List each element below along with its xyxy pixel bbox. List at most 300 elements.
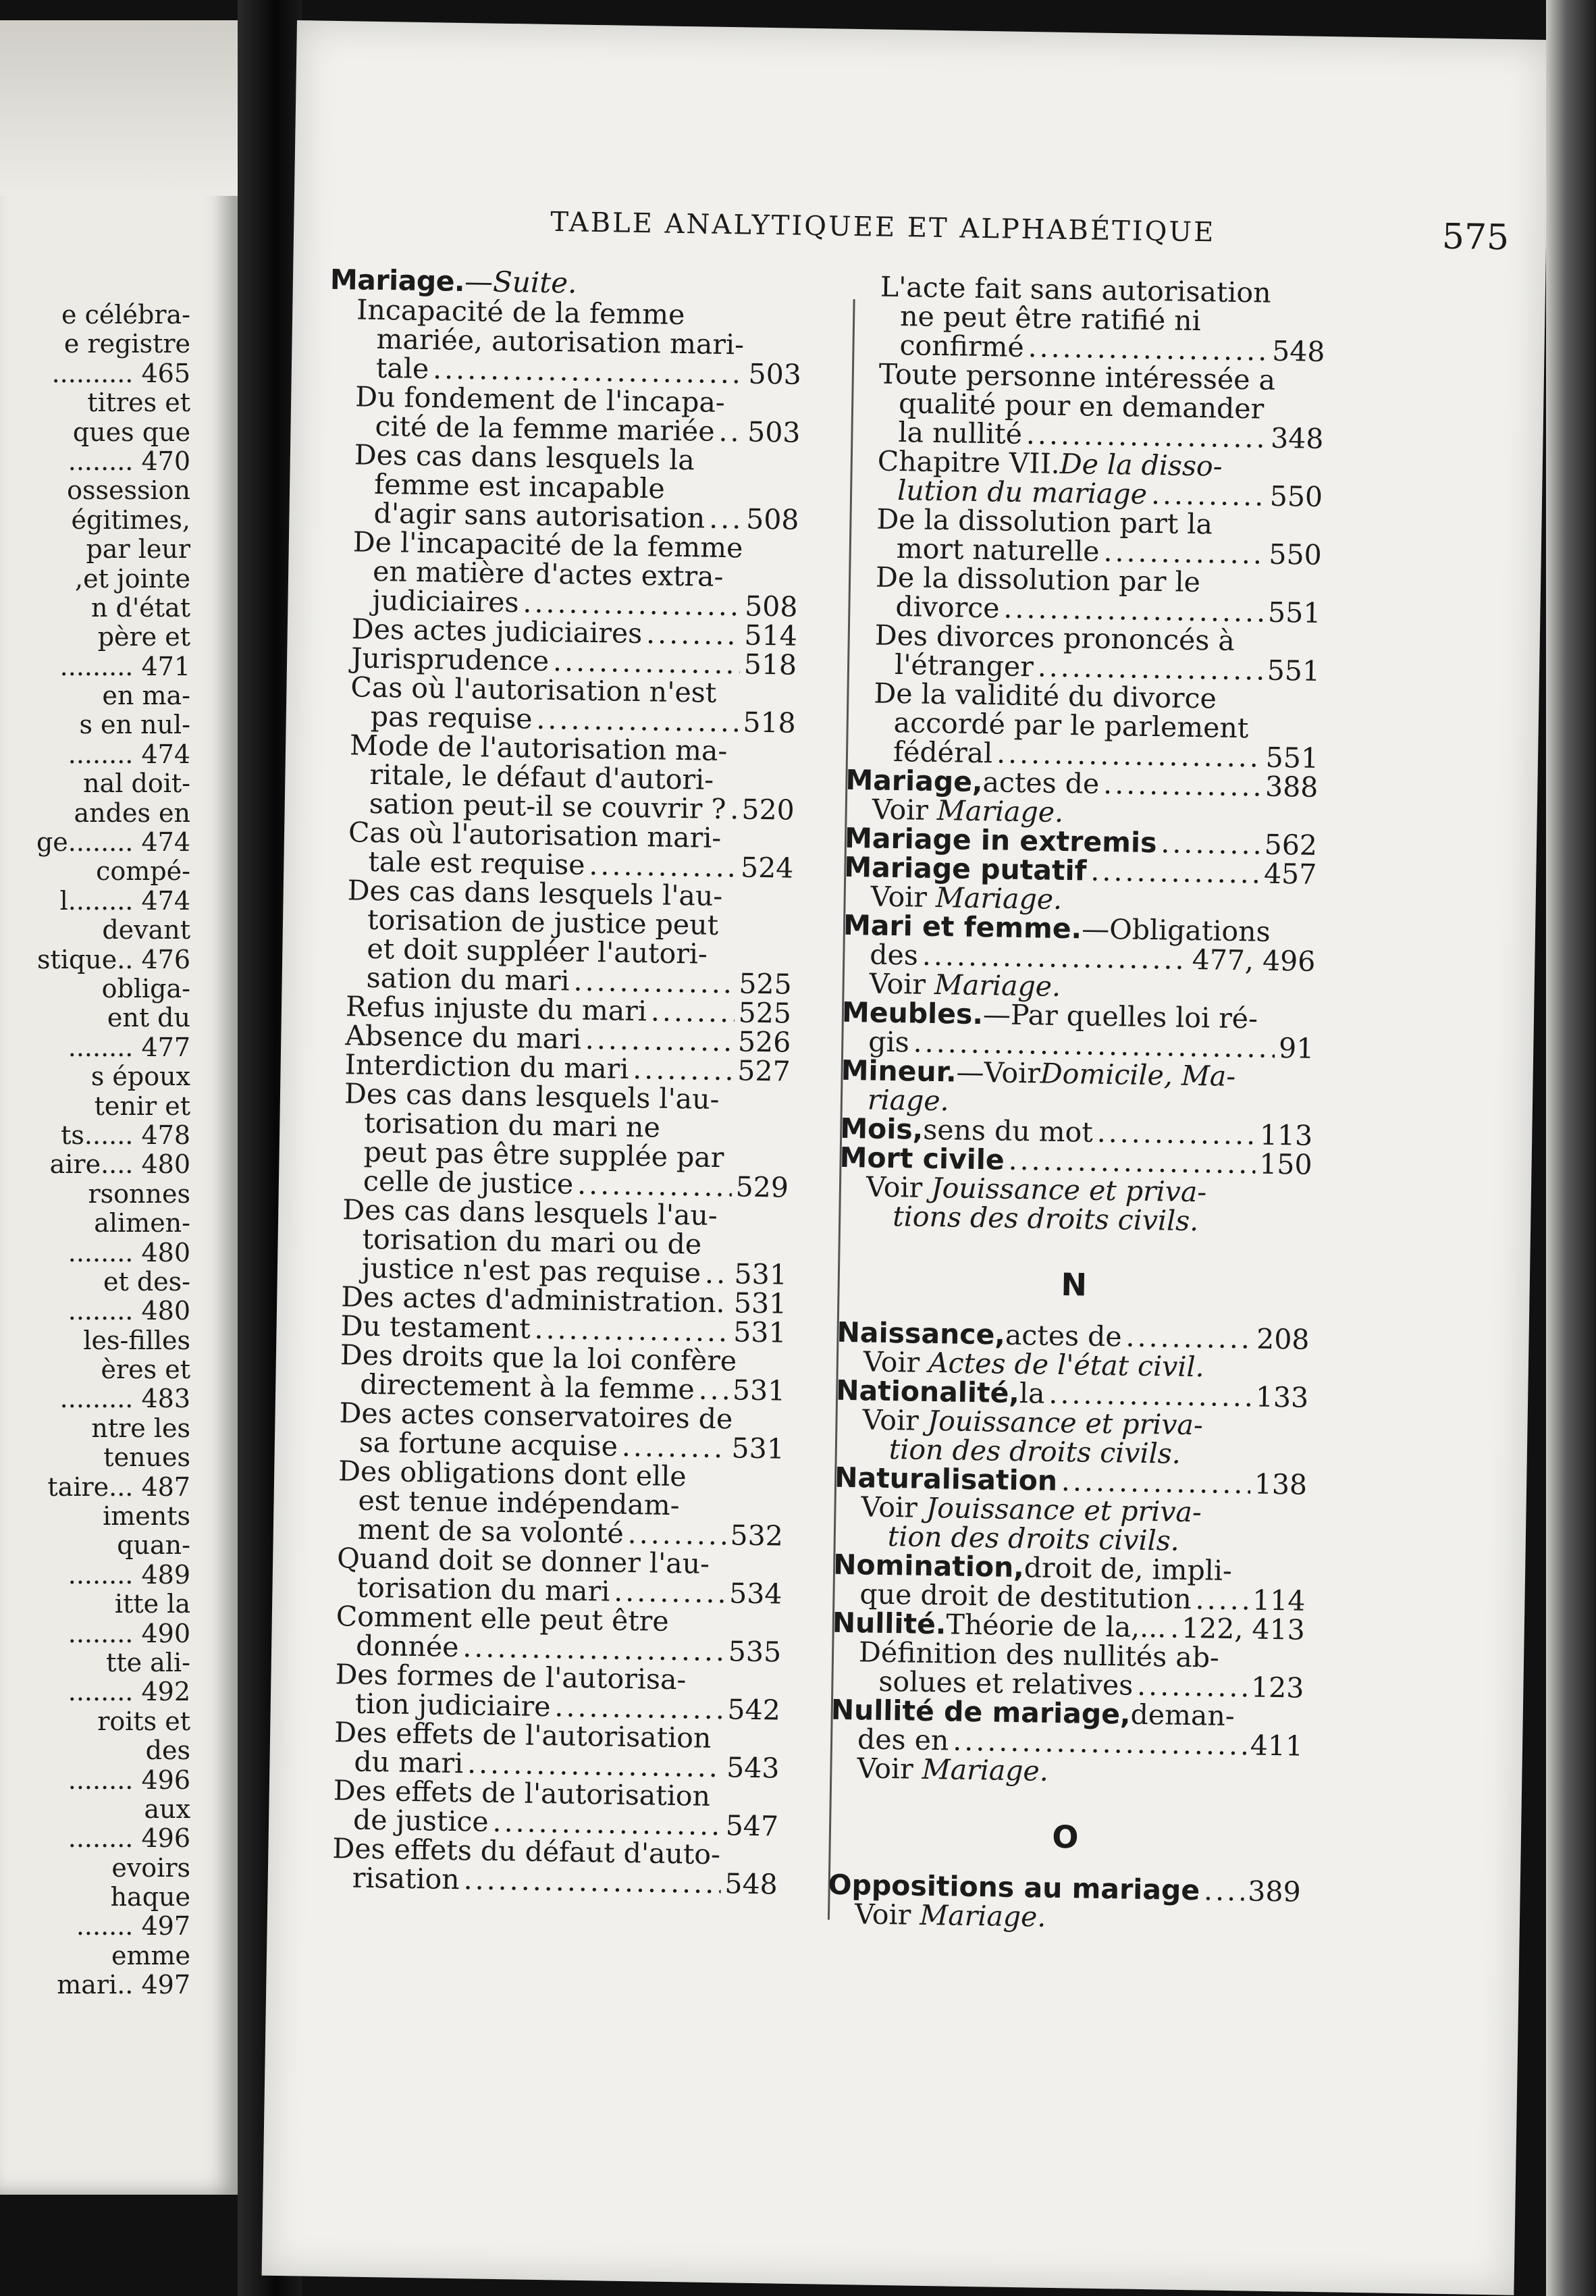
dot-leader: [1137, 1671, 1248, 1702]
page-ref: 518: [743, 706, 797, 739]
subentry: [879, 270, 1326, 368]
entry-line: torisation du mari ou de: [362, 1222, 702, 1261]
entry-text: sation du mari: [366, 961, 570, 997]
subentry: [352, 527, 799, 621]
entry-text: —Par quelles loi ré-: [982, 998, 1258, 1035]
facing-line: ........ 480: [68, 1297, 190, 1326]
entry-line: Des actes conservatoires de: [339, 1397, 733, 1436]
see-target: Jouissance et priva-: [926, 1491, 1202, 1529]
entry-line: Des divorces prononcés à: [874, 619, 1235, 657]
facing-line: ....... 497: [76, 1912, 190, 1941]
page-ref: 114: [1252, 1584, 1306, 1617]
entry-line: Des effets de l'autorisation: [334, 1716, 712, 1754]
facing-line: compé-: [96, 857, 190, 887]
page-ref: 518: [743, 648, 797, 681]
entry-term: Mois,: [839, 1112, 924, 1146]
dot-leader: [585, 1025, 735, 1056]
subentry: [342, 1195, 789, 1289]
entry-text: Absence du mari: [345, 1019, 582, 1055]
entry-line: qualité pour en demander: [898, 387, 1265, 425]
main-entries: [839, 763, 1319, 1238]
dot-leader: [463, 1865, 720, 1898]
facing-line: n d'état: [90, 593, 190, 623]
entry-term: Mariage in extremis: [844, 821, 1157, 860]
subentry: [875, 560, 1321, 629]
page-ref: 548: [724, 1867, 778, 1901]
entry-term: Naissance,: [836, 1315, 1006, 1351]
page-ref: 525: [739, 967, 793, 1001]
facing-line: ........ 490: [68, 1619, 190, 1648]
page-ref: 91: [1278, 1032, 1314, 1065]
entry-line: en matière d'actes extra-: [372, 554, 724, 594]
subentry: [340, 1340, 786, 1405]
see-target: Mariage.: [935, 881, 1063, 916]
see-target: Jouissance et priva-: [927, 1404, 1204, 1442]
torn-page-edge: [0, 20, 238, 196]
dot-leader: [1170, 1614, 1177, 1643]
entry-line: Des droits que la loi confère: [340, 1338, 737, 1378]
facing-line: ........ 470: [68, 446, 190, 476]
facing-line: ,et jointe: [75, 564, 190, 594]
page-ref: 113: [1259, 1118, 1313, 1152]
dot-leader: [709, 504, 743, 534]
entry-line: accordé par le parlement: [893, 706, 1249, 745]
facing-line: emme: [111, 1941, 190, 1971]
index-entry: [834, 1463, 1308, 1558]
entry-text: de justice: [352, 1803, 489, 1838]
dot-leader: [633, 1055, 734, 1085]
facing-line: ques que: [72, 417, 190, 447]
entry-text: tale: [375, 351, 429, 386]
subentry: [334, 1718, 780, 1783]
entry-term: Nationalité,: [835, 1374, 1020, 1410]
subentry: [333, 1776, 779, 1841]
see-target: Mariage.: [919, 1898, 1046, 1933]
facing-line: e célébra-: [61, 301, 190, 330]
entry-text: confirmé: [899, 329, 1025, 363]
entry-line: Mode de l'autorisation ma-: [349, 729, 728, 768]
subentry: [878, 357, 1325, 455]
index-entry: [828, 1868, 1302, 1936]
entry-text: des: [869, 938, 919, 972]
dot-leader: [1151, 480, 1266, 511]
page-ref: 520: [741, 793, 795, 827]
index-column-left: [304, 264, 803, 1900]
subentry: [348, 818, 794, 883]
page-ref: 531: [733, 1286, 787, 1320]
subentry: [346, 876, 793, 999]
index-entry: [841, 995, 1314, 1065]
page-ref: 542: [727, 1693, 781, 1727]
page-ref: 547: [725, 1809, 779, 1843]
see-target: tion des droits civils.: [888, 1433, 1181, 1470]
entry-text: sens du mot: [922, 1113, 1094, 1149]
page-ref: 508: [745, 502, 799, 536]
entry-line: Cas où l'autorisation mari-: [348, 816, 722, 855]
entry-text: la: [1019, 1377, 1045, 1410]
entry-text: actes de: [982, 766, 1100, 800]
entry-text: Des actes judiciaires: [351, 612, 643, 650]
subentry: [877, 444, 1323, 513]
page-ref: 531: [731, 1432, 785, 1465]
facing-line: égitimes,: [71, 505, 190, 535]
page-ref: 529: [735, 1170, 789, 1204]
entry-line: De la validité du divorce: [874, 677, 1217, 715]
subentry-list: [304, 295, 802, 1900]
entry-line: Des cas dans lesquels l'au-: [347, 874, 723, 913]
entry-line: Des cas dans lesquels la: [354, 438, 695, 477]
dot-leader: [614, 1577, 726, 1609]
entry-line: femme est incapable: [373, 467, 666, 505]
facing-line: ........ 496: [68, 1824, 190, 1854]
entry-text: donnée: [355, 1629, 459, 1664]
subentry: [873, 679, 1320, 773]
page-ref: 477, 496: [1192, 943, 1316, 978]
facing-line: ......... 483: [59, 1384, 190, 1414]
dot-leader: [1195, 1585, 1248, 1615]
dot-leader: [1090, 857, 1260, 889]
page-ref: 133: [1255, 1380, 1309, 1414]
page-ref: 348: [1270, 421, 1324, 455]
entry-line: Des cas dans lesquels l'au-: [342, 1193, 718, 1232]
subentry: [876, 502, 1323, 571]
entry-text: la nullité: [898, 416, 1023, 450]
entry-term: Mari et femme.: [843, 908, 1082, 945]
page-ref: 503: [747, 415, 801, 449]
facing-line: nal doit-: [83, 769, 190, 799]
index-column-right: [828, 272, 1326, 1936]
page-ref: 527: [737, 1054, 791, 1088]
entry-head: [841, 995, 1315, 1035]
facing-line: itte la: [114, 1590, 190, 1619]
entry-text: judiciaires: [372, 583, 519, 619]
entry-title: De la disso-: [1059, 447, 1223, 483]
entry-term: Naturalisation: [834, 1461, 1058, 1497]
entry-text: ment de sa volonté: [357, 1513, 624, 1550]
facing-line: ........ 496: [68, 1765, 190, 1795]
entry-text: que droit de destitution: [859, 1577, 1192, 1616]
facing-line: l........ 474: [59, 886, 190, 916]
page-ref: 388: [1265, 770, 1319, 804]
page-ref: 534: [728, 1577, 782, 1611]
entry-text: gis: [868, 1025, 910, 1059]
dot-leader: [698, 1376, 728, 1405]
entry-term: Mort civile: [839, 1141, 1005, 1176]
page-ref: 551: [1267, 654, 1321, 687]
index-row: [331, 1863, 778, 1899]
entry-line: Cas où l'autorisation n'est: [350, 671, 717, 709]
entry-text: des en: [857, 1723, 949, 1757]
facing-line: ........ 477: [68, 1033, 190, 1062]
facing-line: ères et: [101, 1355, 190, 1385]
page-ref: 389: [1248, 1875, 1302, 1908]
entry-text: —Obligations: [1081, 912, 1271, 948]
running-title: TABLE ANALYTIQUEE ET ALPHABÉTIQUE: [550, 206, 1216, 249]
page-ref: 514: [744, 619, 798, 652]
entry-text: Chapitre VII.: [877, 444, 1061, 480]
entry-line: et doit suppléer l'autori-: [367, 932, 708, 970]
page-ref: 551: [1265, 741, 1319, 775]
page-ref: 548: [1271, 334, 1325, 368]
dot-leader: [1125, 1323, 1252, 1354]
subentry: [339, 1399, 785, 1463]
facing-line: andes en: [74, 798, 190, 828]
entry-text: lution du mariage: [897, 474, 1148, 511]
entry-text: pas requise: [370, 700, 533, 735]
subentry: [336, 1602, 782, 1667]
subentry: [338, 1455, 784, 1553]
facing-line: haque: [110, 1883, 190, 1912]
see-target: Mariage.: [936, 794, 1064, 829]
entry-text: actes de: [1005, 1318, 1123, 1353]
subentry: [350, 673, 796, 737]
facing-line: par leur: [86, 535, 190, 565]
subentry: [335, 1660, 781, 1725]
page-ref: 138: [1254, 1467, 1308, 1501]
facing-line: roits et: [97, 1706, 190, 1736]
page-ref: 457: [1263, 857, 1317, 891]
facing-line: s en nul-: [79, 710, 190, 740]
entry-text: cité de la femme mariée: [375, 409, 715, 448]
facing-page-fragment: [0, 20, 238, 2195]
entry-text: Interdiction du mari: [344, 1048, 629, 1085]
see-label: Voir: [866, 1170, 932, 1204]
entry-line: De l'incapacité de la femme: [352, 525, 743, 565]
see-target: Jouissance et priva-: [930, 1171, 1207, 1209]
facing-line: titres et: [87, 388, 190, 418]
entry-line: Des effets du défaut d'auto-: [332, 1832, 721, 1871]
entry-line: ne peut être ratifié ni: [899, 300, 1202, 338]
entry-text: tale est requise: [368, 845, 585, 881]
page-ref: 532: [730, 1519, 784, 1553]
page-edge-shadow: [1546, 0, 1596, 2296]
dot-leader: [1103, 770, 1262, 802]
entry-line: peut pas être supplée par: [363, 1135, 724, 1174]
facing-line: et des-: [103, 1267, 190, 1297]
page-ref: 531: [732, 1374, 786, 1407]
index-entry: [839, 1143, 1312, 1238]
page-ref: 543: [726, 1751, 780, 1785]
entry-term: Mariage putatif: [844, 850, 1087, 887]
page-ref: 123: [1250, 1671, 1304, 1704]
section-o-entries: [828, 1868, 1302, 1936]
entry-text: droit de, impli-: [1023, 1551, 1233, 1588]
dot-leader: [627, 1519, 726, 1550]
entry-text: Des actes d'administration.: [340, 1280, 726, 1320]
facing-line: père et: [97, 623, 190, 652]
entry-text: sa fortune acquise: [358, 1426, 618, 1463]
dot-leader: [622, 1432, 728, 1463]
entry-term: Nullité.: [832, 1606, 947, 1641]
entry-text: Théorie de la,...: [946, 1608, 1167, 1644]
facing-line: .......... 465: [51, 359, 190, 388]
entry-text: fédéral: [893, 735, 993, 770]
entry-term: Mariage,: [845, 763, 983, 799]
entry-term: Nullité de mariage,: [830, 1693, 1131, 1731]
page-ref: 503: [748, 357, 802, 391]
facing-line: ossession: [67, 476, 190, 506]
dot-leader: [1096, 1118, 1256, 1150]
index-entry: [830, 1693, 1304, 1790]
see-label: Voir: [870, 880, 936, 914]
entry-text: torisation du mari: [356, 1571, 610, 1608]
entry-line: De la dissolution par le: [875, 560, 1201, 599]
dot-leader: [730, 795, 738, 824]
entry-line: L'acte fait sans autorisation: [880, 270, 1271, 309]
index-entry: [842, 908, 1316, 1006]
facing-line: rsonnes: [88, 1179, 190, 1209]
facing-line: ntre les: [91, 1413, 190, 1443]
see-target: tions des droits civils.: [892, 1200, 1199, 1238]
see-label: Voir: [857, 1752, 923, 1785]
facing-page-text: [0, 301, 190, 2000]
see-label: Voir: [862, 1403, 928, 1437]
entry-text: celle de justice: [363, 1164, 574, 1201]
entry-text: deman-: [1130, 1698, 1235, 1733]
subentry: [353, 440, 800, 534]
facing-line: ........ 492: [68, 1677, 190, 1707]
entry-line: Définition des nullités ab-: [858, 1636, 1220, 1674]
index-entry: [841, 1053, 1314, 1122]
see-target: Mariage.: [934, 968, 1061, 1003]
entry-line: torisation du mari ne: [363, 1106, 661, 1144]
entry-line: Quand doit se donner l'au-: [336, 1542, 710, 1580]
page-ref: 526: [737, 1025, 791, 1059]
subentry: [336, 1544, 782, 1609]
entry-term: Nomination,: [832, 1548, 1025, 1584]
facing-line: devant: [102, 916, 190, 945]
entry-text: mort naturelle: [896, 532, 1100, 568]
page-ref: 531: [734, 1257, 788, 1291]
dot-leader: [646, 619, 741, 650]
facing-line: ........ 489: [68, 1560, 190, 1590]
entry-line: Incapacité de la femme: [356, 293, 685, 332]
page-ref: 525: [738, 996, 792, 1030]
entry-line: Du fondement de l'incapa-: [354, 380, 726, 419]
page-ref: 411: [1250, 1729, 1304, 1763]
facing-line: evoirs: [111, 1853, 190, 1883]
see-label: Voir: [854, 1898, 920, 1931]
page-ref: 122, 413: [1181, 1611, 1306, 1646]
facing-line: s époux: [90, 1062, 190, 1092]
page-ref: 508: [744, 590, 798, 623]
facing-line: ent du: [107, 1003, 190, 1033]
entry-term: Meubles.: [841, 995, 984, 1031]
entry-text: directement à la femme: [359, 1367, 695, 1406]
dot-leader: [589, 851, 737, 882]
subentry: [356, 295, 803, 389]
entry-text: tion judiciaire: [354, 1687, 551, 1723]
entry-text: du mari: [354, 1745, 464, 1780]
facing-line: les-filles: [83, 1326, 190, 1355]
entry-text: sation peut-il se couvrir ?: [369, 787, 726, 826]
dot-leader: [1161, 829, 1260, 859]
see-label: Voir: [872, 793, 938, 827]
see-label: Voir: [863, 1345, 929, 1379]
section-letter-o: O: [1051, 1818, 1079, 1856]
entry-text: justice n'est pas requise: [361, 1251, 701, 1290]
entry-text: risation: [352, 1861, 460, 1896]
see-target: tion des droits civils.: [887, 1520, 1180, 1557]
dot-leader: [718, 417, 743, 447]
index-entry: [843, 850, 1317, 918]
subentry: [331, 1834, 778, 1899]
entry-see-ref: Domicile, Ma-: [1040, 1057, 1236, 1093]
page-ref: 524: [740, 851, 794, 885]
section-n-entries: [830, 1315, 1310, 1790]
facing-line: tte ali-: [106, 1648, 190, 1677]
facing-line: e registre: [63, 330, 190, 359]
entry-line: mariée, autorisation mari-: [376, 322, 745, 361]
running-header: [550, 207, 1510, 262]
facing-line: mari.. 497: [57, 1971, 190, 2000]
page-ref: 535: [728, 1635, 782, 1669]
index-entry: [845, 763, 1319, 831]
page-ref: 531: [733, 1315, 787, 1349]
page-number: 575: [1441, 216, 1510, 259]
heading-term: Mariage.: [329, 263, 465, 298]
entry-line: Des formes de l'autorisa-: [335, 1658, 687, 1696]
entry-line: De la dissolution part la: [876, 502, 1213, 541]
entry-text: divorce: [895, 590, 1000, 625]
subentry: [343, 1079, 791, 1202]
entry-line: ritale, le défaut d'autori-: [369, 758, 714, 796]
page-ref: 208: [1256, 1322, 1310, 1356]
index-entry: [835, 1376, 1309, 1471]
entry-term: Oppositions au mariage: [828, 1868, 1200, 1907]
entry-line: Des effets de l'autorisation: [333, 1774, 711, 1812]
entry-line: Toute personne intéressée a: [878, 357, 1276, 396]
entry-line: torisation de justice peut: [367, 903, 719, 941]
entry-text: l'étranger: [894, 648, 1034, 683]
heading-suffix: —Suite.: [464, 264, 577, 300]
see-label: Voir: [869, 967, 935, 1001]
page-ref: 150: [1258, 1147, 1312, 1181]
index-entry: [831, 1606, 1306, 1704]
page-ref: 562: [1264, 828, 1318, 862]
page-ref: 550: [1269, 479, 1323, 513]
entry-line: Comment elle peut être: [336, 1600, 670, 1638]
see-target: Actes de l'état civil.: [928, 1346, 1204, 1384]
facing-line: ........ 474: [68, 739, 190, 769]
page-ref: 550: [1269, 538, 1323, 571]
facing-line: ts...... 478: [61, 1120, 190, 1150]
facing-line: obliga-: [101, 974, 190, 1003]
see-target: Mariage.: [922, 1752, 1049, 1788]
subentry: [354, 382, 801, 447]
entry-line: est tenue indépendam-: [358, 1484, 680, 1522]
see-label: Voir: [861, 1490, 927, 1524]
facing-line: aire.... 480: [49, 1150, 190, 1180]
facing-line: en ma-: [102, 681, 190, 711]
continued-subentries: [846, 272, 1326, 773]
dot-leader: [705, 1259, 730, 1289]
facing-line: alimen-: [94, 1209, 190, 1238]
dot-leader: [728, 1288, 730, 1317]
index-entry: [832, 1550, 1306, 1616]
facing-line: taire... 487: [47, 1472, 190, 1502]
index-page: [262, 20, 1549, 2295]
entry-see-ref: riage.: [867, 1083, 950, 1118]
dot-leader: [1204, 1876, 1244, 1906]
facing-line: ge........ 474: [36, 828, 190, 858]
facing-line: tenues: [103, 1443, 190, 1473]
page-ref: 551: [1267, 596, 1321, 629]
facing-line: ........ 480: [68, 1238, 190, 1268]
facing-line: quan-: [117, 1531, 190, 1561]
facing-line: tenir et: [94, 1091, 190, 1121]
section-letter-n: N: [1061, 1266, 1088, 1303]
